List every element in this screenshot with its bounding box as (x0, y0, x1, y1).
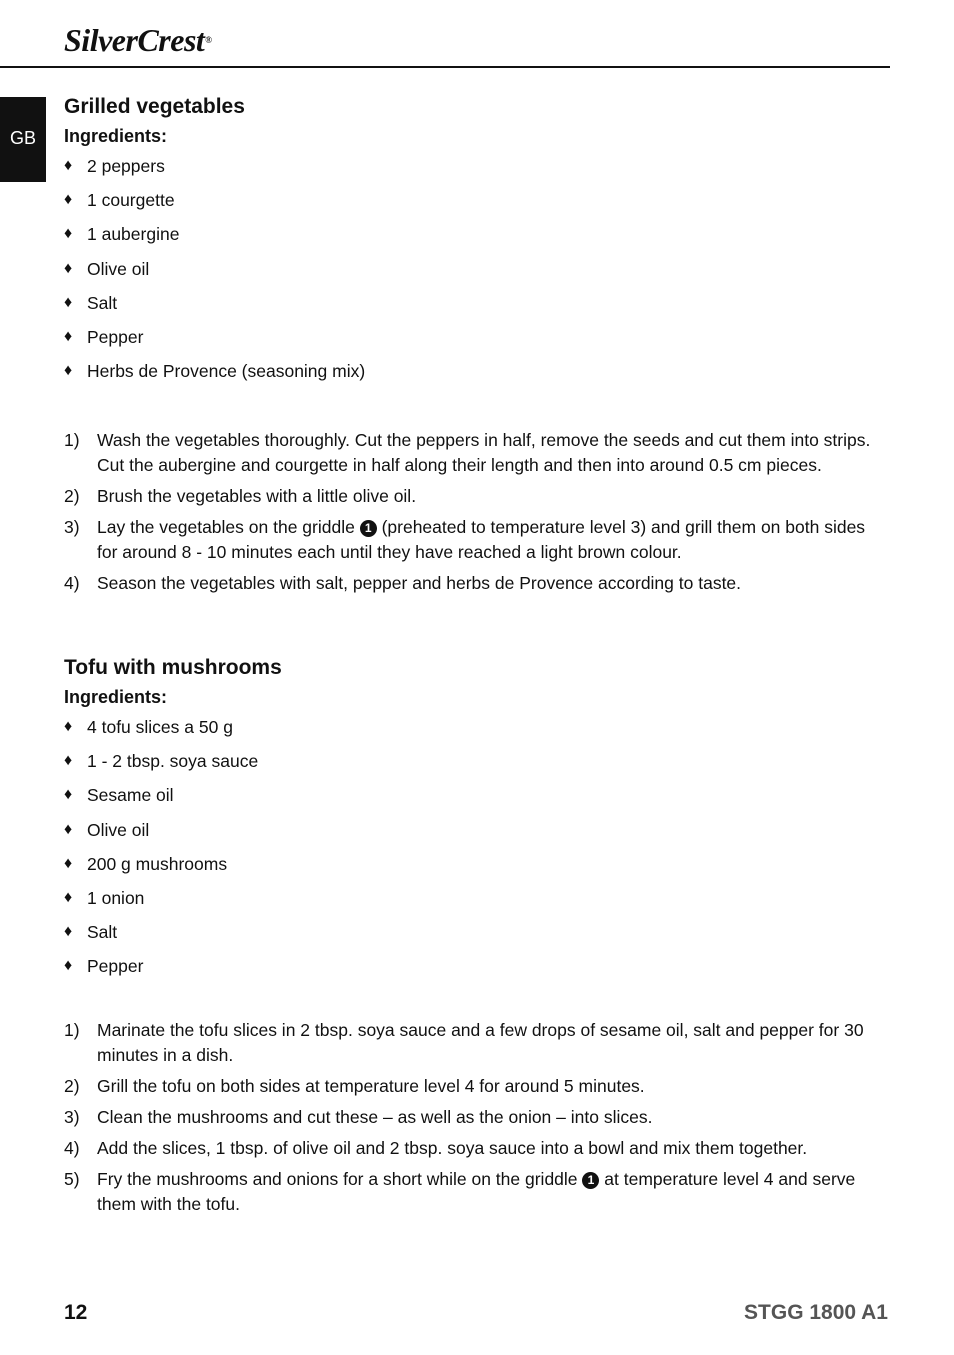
ingredient-list (64, 716, 879, 990)
steps-tofu-with-mushrooms (64, 1018, 879, 1223)
list-item: ♦ 1 aubergine (64, 224, 180, 245)
step-item: 3) Clean the mushrooms and cut these – as well as the onion – into slices. (64, 1107, 653, 1127)
step-item: 1) Marinate the tofu slices in 2 tbsp. soya sauce and a few drops of sesame oil, salt and pepper for 30 minutes in a dish. (64, 1020, 864, 1065)
ingredient-list (64, 155, 879, 394)
bullet-icon: ♦ (64, 820, 73, 838)
bullet-icon: ♦ (64, 923, 73, 941)
step-item: 4) Add the slices, 1 tbsp. of olive oil and 2 tbsp. soya sauce into a bowl and mix them together. (64, 1138, 808, 1158)
list-item: ♦ 1 courgette (64, 190, 175, 211)
list-item: ♦ Olive oil (64, 819, 150, 840)
bullet-icon: ♦ (64, 888, 73, 906)
bullet-icon: ♦ (64, 752, 73, 770)
list-item: ♦ 2 peppers (64, 156, 165, 176)
bullet-icon: ♦ (64, 191, 73, 209)
ingredients-heading: Ingredients: (64, 687, 168, 707)
griddle-reference-icon: 1 (360, 520, 377, 537)
step-item: 2) Brush the vegetables with a little olive oil. (64, 486, 417, 506)
list-item: ♦ Herbs de Provence (seasoning mix) (64, 361, 366, 382)
bullet-icon: ♦ (64, 854, 73, 872)
bullet-icon: ♦ (64, 718, 73, 735)
steps-grilled-vegetables (64, 428, 879, 602)
bullet-icon: ♦ (64, 225, 73, 243)
step-item: 1) Wash the vegetables thoroughly. Cut the peppers in half, remove the seeds and cut them into strips. Cut the aubergine and courgette in half along their length and then into around 0.5 cm pieces. (64, 430, 871, 475)
list-item: ♦ 1 onion (64, 887, 145, 908)
model-number: STGG 1800 A1 (744, 1301, 888, 1324)
page-number: 12 (64, 1301, 88, 1324)
bullet-icon: ♦ (64, 786, 73, 804)
recipe-grilled-vegetables (64, 94, 879, 394)
list-item: ♦ Salt (64, 292, 118, 313)
step-list (64, 428, 879, 596)
recipe-title: Tofu with mushrooms (64, 656, 282, 679)
language-tab (0, 97, 46, 182)
step-item: 2) Grill the tofu on both sides at temperature level 4 for around 5 minutes. (64, 1076, 645, 1096)
brand-logo: SilverCrest® (64, 22, 212, 58)
bullet-icon: ♦ (64, 259, 73, 277)
list-item: ♦ 4 tofu slices a 50 g (64, 717, 233, 737)
griddle-reference-icon: 1 (582, 1172, 599, 1189)
list-item: ♦ Sesame oil (64, 785, 174, 806)
list-item: ♦ 200 g mushrooms (64, 853, 228, 874)
list-item: ♦ Pepper (64, 326, 144, 347)
bullet-icon: ♦ (64, 157, 73, 174)
bullet-icon: ♦ (64, 362, 73, 380)
recipe-title: Grilled vegetables (64, 95, 245, 118)
bullet-icon: ♦ (64, 293, 73, 311)
ingredients-heading: Ingredients: (64, 126, 168, 146)
list-item: ♦ Pepper (64, 956, 144, 977)
recipe-tofu-with-mushrooms (64, 655, 879, 990)
bullet-icon: ♦ (64, 957, 73, 975)
list-item: ♦ Salt (64, 922, 118, 943)
step-item: 4) Season the vegetables with salt, pepper and herbs de Provence according to taste. (64, 573, 742, 593)
header-divider (0, 66, 890, 68)
language-tab-label: GB (9, 128, 36, 148)
list-item: ♦ Olive oil (64, 258, 150, 279)
step-item: 3) Lay the vegetables on the griddle 1 (preheated to temperature level 3) and grill them on both sides for around 8 - 10 minutes each until they have reached a light brown colour. (64, 517, 866, 562)
step-item: 5) Fry the mushrooms and onions for a short while on the griddle 1 at temperature level 4 and serve them with the tofu. (64, 1169, 856, 1214)
step-list (64, 1018, 879, 1217)
bullet-icon: ♦ (64, 327, 73, 345)
list-item: ♦ 1 - 2 tbsp. soya sauce (64, 751, 259, 772)
